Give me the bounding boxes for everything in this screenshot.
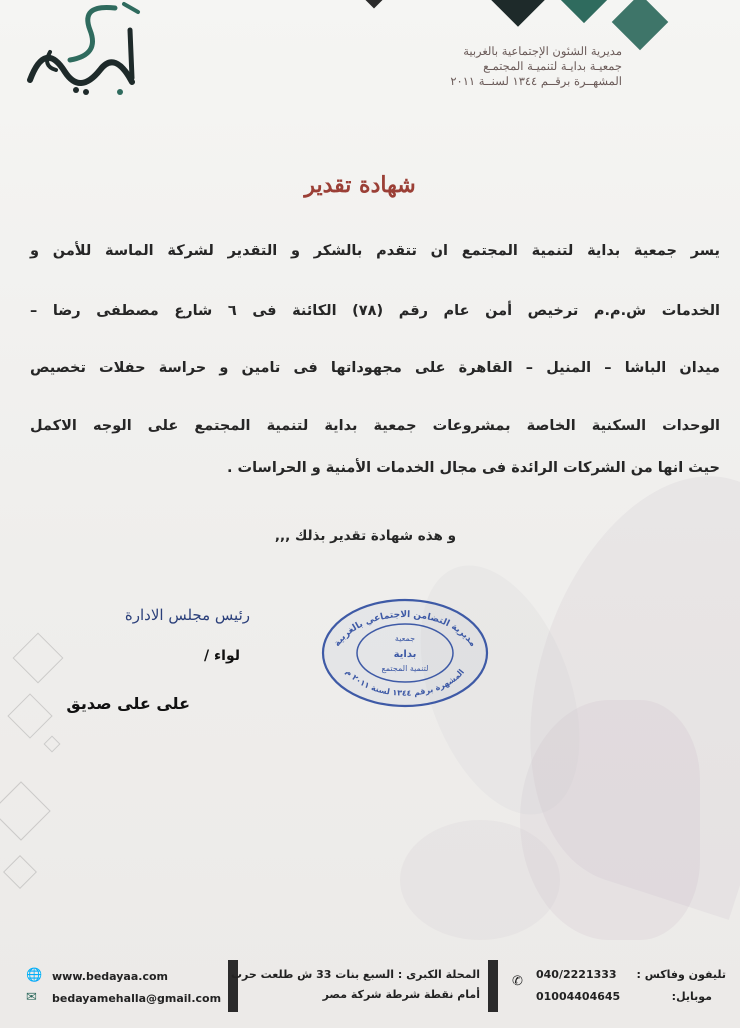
org-line-association: جمعيـة بدايـة لتنميـة المجتمـع bbox=[483, 59, 622, 73]
footer-address-line2: أمام نقطة شرطة شركة مصر bbox=[322, 988, 480, 1001]
body-line-5: حيث انها من الشركات الرائدة فى مجال الخدمات الأمنية و الحراسات . bbox=[226, 460, 720, 476]
mail-icon: ✉ bbox=[26, 990, 37, 1005]
header-diamond bbox=[481, 0, 555, 27]
header-diamond bbox=[612, 0, 669, 50]
bg-diamond-outline bbox=[13, 633, 64, 684]
closing-statement: و هذه شهادة تقدير بذلك ,,, bbox=[274, 528, 456, 544]
stamp-inner-mid: بداية bbox=[393, 649, 417, 660]
phone-icon: ✆ bbox=[512, 974, 523, 989]
bg-diamond-outline bbox=[44, 736, 61, 753]
bg-decoration-curve bbox=[400, 820, 560, 940]
footer-phone: 040/2221333 bbox=[536, 968, 617, 981]
stamp-lower-text: المشهرة برقم ١٣٤٤ لسنة ٢٠١١ م bbox=[343, 667, 467, 698]
body-line-2: الخدمات ش.م.م ترخيص أمن عام رقم (٧٨) الكائنة فى ٦ شارع مصطفى رضا – bbox=[30, 303, 720, 319]
header-diamond bbox=[553, 0, 615, 23]
certificate-title: شهادة تقدير bbox=[304, 172, 416, 198]
globe-icon: 🌐 bbox=[26, 968, 43, 983]
org-line-ministry: مديرية الشئون الإجتماعية بالغربية bbox=[463, 44, 622, 58]
footer bbox=[0, 958, 740, 1018]
official-stamp bbox=[320, 597, 490, 709]
bg-diamond-outline bbox=[0, 781, 51, 840]
footer-address-line1: المحلة الكبرى : السبع بنات 33 ش طلعت حرب bbox=[230, 968, 480, 981]
footer-mobile-label: موبايل: bbox=[671, 990, 712, 1003]
bg-diamond-outline bbox=[3, 855, 37, 889]
org-line-registration: المشهــرة برقــم ١٣٤٤ لسنــة ٢٠١١ bbox=[450, 74, 622, 88]
stamp-inner-top: جمعية bbox=[394, 634, 416, 643]
header-diamond bbox=[366, 0, 383, 8]
body-line-1: يسر جمعية بداية لتنمية المجتمع ان تتقدم بالشكر و التقدير لشركة الماسة للأمن و bbox=[30, 243, 720, 259]
stamp-inner-bottom: لتنمية المجتمع bbox=[381, 664, 429, 673]
footer-website[interactable]: www.bedayaa.com bbox=[52, 970, 168, 983]
bedaya-logo bbox=[20, 0, 150, 100]
footer-phone-label: تليفون وفاكس : bbox=[636, 968, 726, 981]
body-line-3: ميدان الباشا – المنيل – القاهرة على مجهوداتها فى تامين و حراسة حفلات تخصيص bbox=[30, 360, 720, 376]
signatory-rank: لواء / bbox=[204, 648, 240, 664]
stamp-outer-text: مديرية التضامن الاجتماعي بالغربية bbox=[332, 609, 478, 649]
body-line-4: الوحدات السكنية الخاصة بمشروعات جمعية بداية لتنمية المجتمع على الوجه الاكمل bbox=[30, 418, 720, 434]
signatory-role: رئيس مجلس الادارة bbox=[124, 606, 250, 624]
footer-divider bbox=[488, 960, 498, 1012]
signatory-name: على على صديق bbox=[66, 694, 190, 713]
footer-mobile: 01004404645 bbox=[536, 990, 621, 1003]
footer-email[interactable]: bedayamehalla@gmail.com bbox=[52, 992, 222, 1005]
organization-header bbox=[362, 44, 622, 89]
